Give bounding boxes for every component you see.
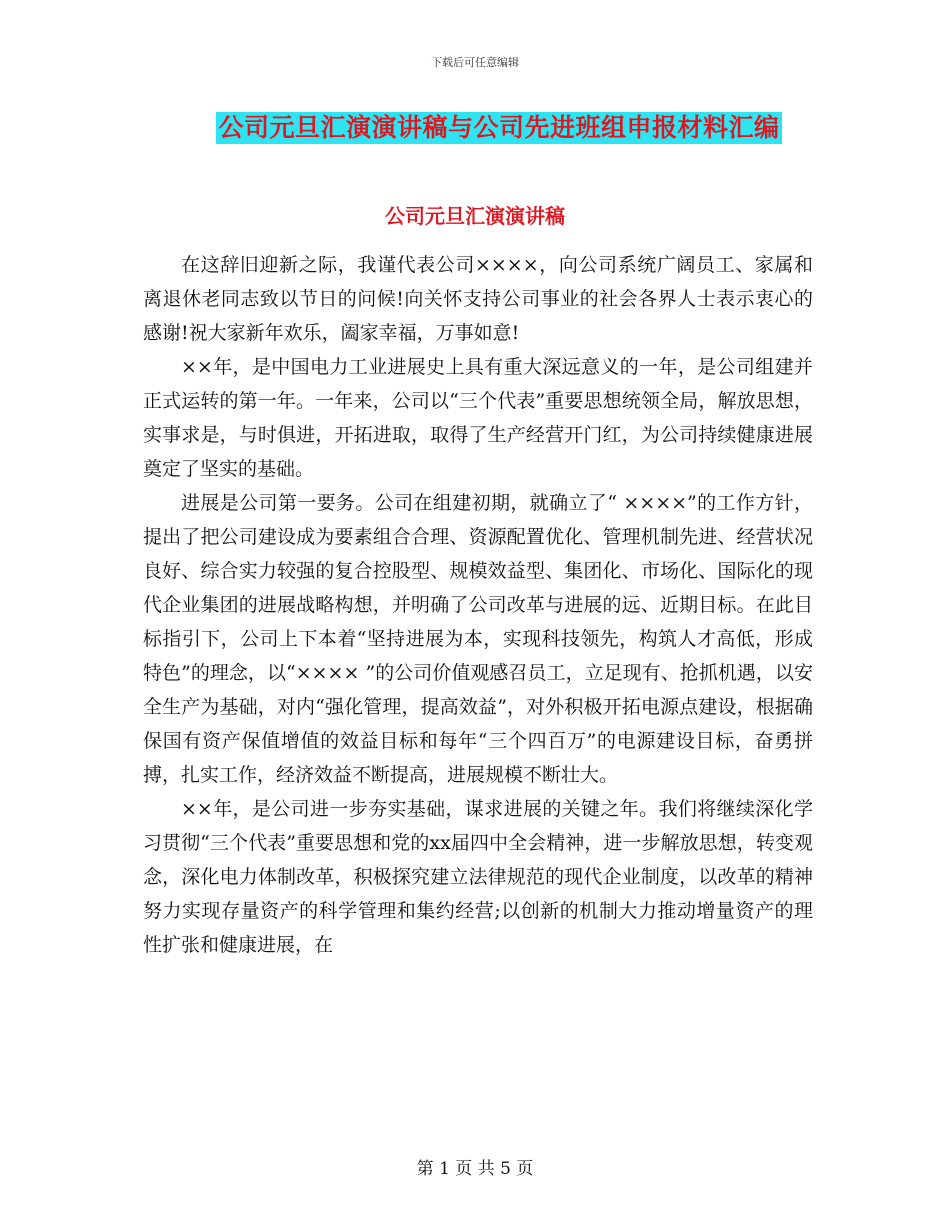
paragraph: ××年，是公司进一步夯实基础，谋求进展的关键之年。我们将继续深化学习贯彻“三个代表”重要思想和党的xx届四中全会精神，进一步解放思想，转变观念，深化电力体制改革，积极探究建立法律规范的现代企业制度，以改革的精神努力实现存量资产的科学管理和集约经营;以创新的机制大力推动增量资产的理性扩张和健康进展，在 [143,798,813,956]
document-title-container [0,112,950,144]
paragraph: 进展是公司第一要务。公司在组建初期，就确立了“ ××××”的工作方针，提出了把公司建设成为要素组合合理、资源配置优化、管理机制先进、经营状况良好、综合实力较强的复合控股型、规模效益型、集团化、市场化、国际化的现代企业集团的进展战略构想，并明确了公司改革与进展的远、近期目标。在此目标指引下，公司上下本着“坚持进展为本，实现科技领先，构筑人才高低，形成特色”的理念，以“×××× ”的公司价值观感召员工，立足现有、抢抓机遇，以安全生产为基础，对内“强化管理，提高效益”，对外积极开拓电源点建设，根据确保国有资产保值增值的效益目标和每年“三个四百万”的电源建设目标，奋勇拼搏，扎实工作，经济效益不断提高，进展规模不断壮大。 [143,492,813,786]
document-title: 公司元旦汇演演讲稿与公司先进班组申报材料汇编 [218,113,780,142]
document-body [143,248,813,962]
paragraph: ××年，是中国电力工业进展史上具有重大深远意义的一年，是公司组建并正式运转的第一年。一年来，公司以“三个代表”重要思想统领全局，解放思想，实事求是，与时俱进，开拓进取，取得了生产经营开门红，为公司持续健康进展奠定了坚实的基础。 [143,356,813,480]
section-title: 公司元旦汇演演讲稿 [385,204,565,228]
paragraph: 在这辞旧迎新之际，我谨代表公司××××，向公司系统广阔员工、家属和离退休老同志致以节日的问候!向关怀支持公司事业的社会各界人士表示衷心的感谢!祝大家新年欢乐，阖家幸福，万事如意! [143,254,813,344]
page-header-note: 下载后可任意编辑 [431,56,519,69]
page-number-footer: 第 1 页 共 5 页 [416,1159,534,1179]
